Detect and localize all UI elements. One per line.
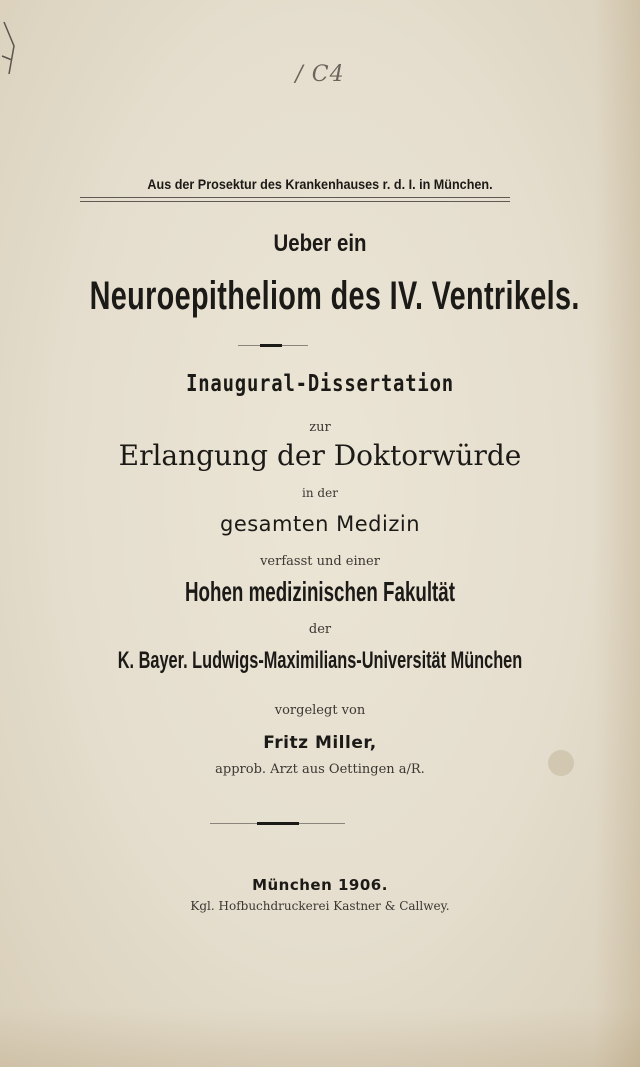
imprint-printer: Kgl. Hofbuchdruckerei Kastner & Callwey. [190,899,450,913]
short-rule-divider [238,345,308,346]
vorgelegt-text: vorgelegt von [274,703,366,718]
paper-bottom-shading [0,1007,640,1067]
imprint-city-year: München 1906. [252,876,388,894]
verfasst-text: verfasst und einer [260,554,380,569]
author-name: Fritz Miller, [263,733,377,753]
dissertation-heading: Inaugural-Dissertation [186,371,454,397]
bottom-rule-divider [210,823,345,824]
faculty-heading: Hohen medizinischen Fakultät [185,576,455,607]
shelf-number: / C4 [295,62,345,87]
title-line-1: Ueber ein [273,230,367,257]
zur-text: zur [309,420,331,435]
field-heading: gesamten Medizin [219,512,421,536]
author-credentials: approb. Arzt aus Oettingen a/R. [215,762,425,777]
university-heading: K. Bayer. Ludwigs-Maximilians-Universität München [117,647,523,674]
institution-header: Aus der Prosektur des Krankenhauses r. d. I. in München. [147,176,493,192]
in-der-text: in der [302,486,338,500]
degree-heading: Erlangung der Doktorwürde [118,439,522,472]
der-text: der [308,622,332,637]
title-line-2: Neuroepitheliom des IV. Ventrikels. [89,274,580,318]
double-rule-divider [80,197,510,202]
